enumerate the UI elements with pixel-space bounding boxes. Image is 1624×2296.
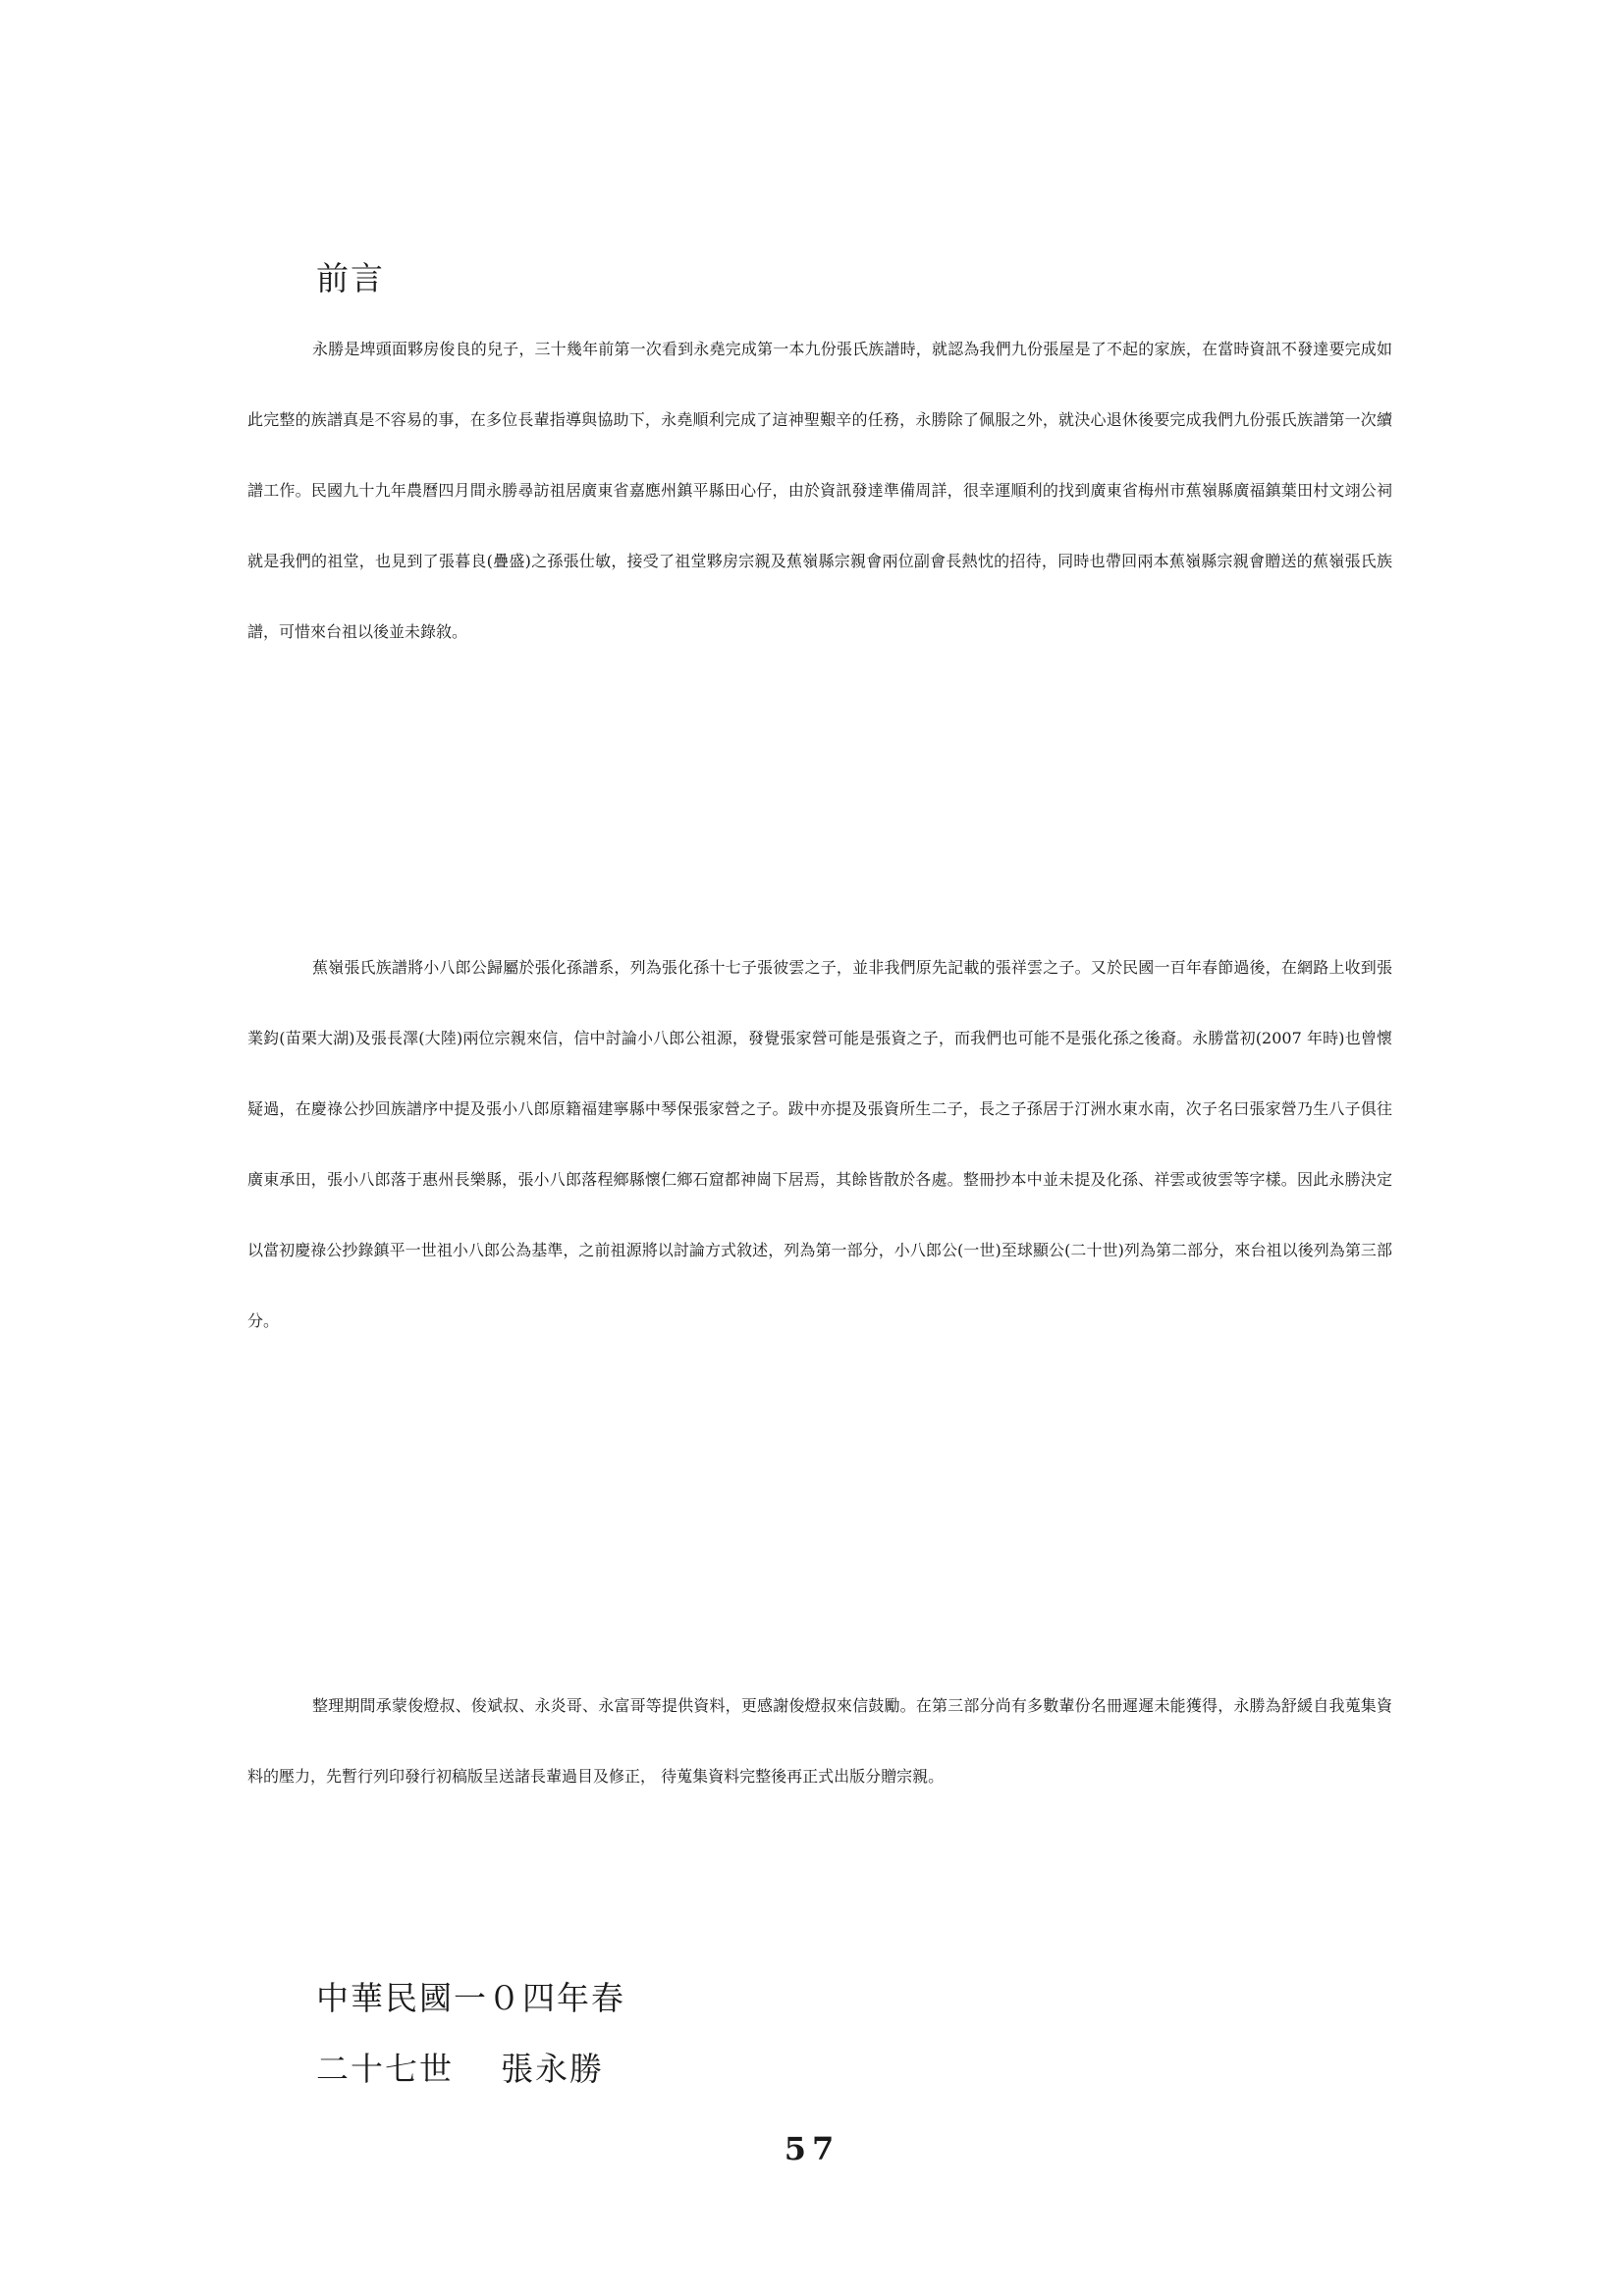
paragraph-2: 蕉嶺張氏族譜將小八郎公歸屬於張化孫譜系，列為張化孫十七子張彼雲之子，並非我們原先記載的張祥雲之子。又於民國一百年春節過後，在網路上收到張業鈞(苗栗大湖)及張長澤(大陸)兩位宗親來信，信中討論小八郎公祖源，發覺張家營可能是張資之子，而我們也可能不是張化孫之後裔。永勝當初(2007 年時)也曾懷疑過，在慶祿公抄回族譜序中提及張小八郎原籍福建寧縣中琴保張家營之子。跋中亦提及張資所生二子，長之子孫居于汀洲水東水南，次子名曰張家營乃生八子俱往廣東承田，張小八郎落于惠州長樂縣，張小八郎落程鄉縣懷仁鄉石窟都神崗下居焉，其餘皆散於各處。整冊抄本中並未提及化孫、祥雲或彼雲等字樣。因此永勝決定以當初慶祿公抄錄鎮平一世祖小八郎公為基準，之前祖源將以討論方式敘述，列為第一部分，小八郎公(一世)至球顯公(二十世)列為第二部分，來台祖以後列為第三部分。 [247, 958, 1392, 1330]
signature-generation: 二十七世 [316, 2050, 454, 2088]
signature-name: 張永勝 [501, 2050, 604, 2088]
paragraph-3: 整理期間承蒙俊燈叔、俊斌叔、永炎哥、永富哥等提供資料，更感謝俊燈叔來信鼓勵。在第三部分尚有多數輩份名冊遲遲未能獲得，永勝為舒緩自我蒐集資料的壓力，先暫行列印發行初稿版呈送諸長輩過目及修正， 待蒐集資料完整後再正式出版分贈宗親。 [247, 1696, 1392, 1786]
paragraph-1: 永勝是埤頭面夥房俊良的兒子，三十幾年前第一次看到永堯完成第一本九份張氏族譜時，就認為我們九份張屋是了不起的家族，在當時資訊不發達要完成如此完整的族譜真是不容易的事，在多位長輩指導與協助下，永堯順利完成了這神聖艱辛的任務，永勝除了佩服之外，就決心退休後要完成我們九份張氏族譜第一次續譜工作。民國九十九年農曆四月間永勝尋訪祖居廣東省嘉應州鎮平縣田心仔，由於資訊發達準備周詳，很幸運順利的找到廣東省梅州市蕉嶺縣廣福鎮葉田村文翊公祠就是我們的祖堂，也見到了張暮良(疊盛)之孫張仕敏，接受了祖堂夥房宗親及蕉嶺縣宗親會兩位副會長熱忱的招待，同時也帶回兩本蕉嶺縣宗親會贈送的蕉嶺張氏族譜，可惜來台祖以後並未錄敘。 [247, 340, 1392, 641]
page-number: 57 [784, 2130, 840, 2167]
signature-line [316, 2044, 604, 2090]
document-heading: 前言 [316, 259, 385, 297]
signature-date: 中華民國一０四年春 [316, 1979, 625, 2017]
